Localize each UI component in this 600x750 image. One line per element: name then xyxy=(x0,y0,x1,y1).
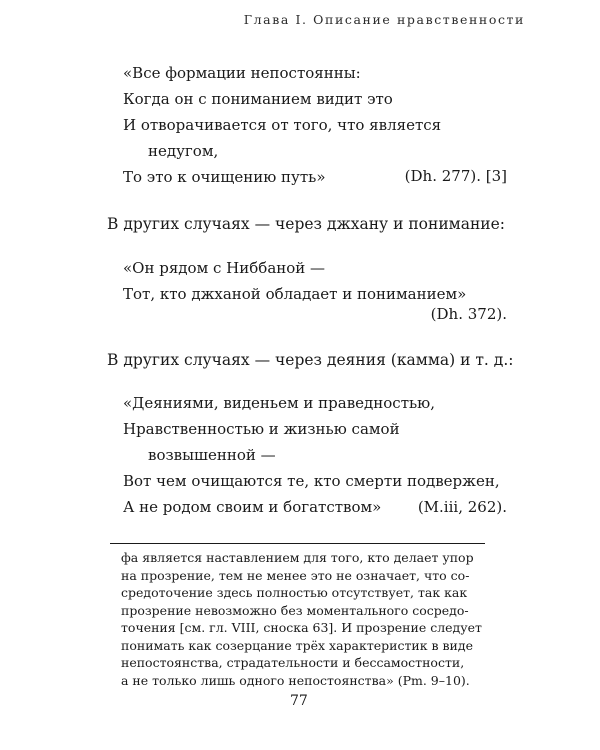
verse-3-line-2: Нравственностью и жизнью самой xyxy=(123,420,400,438)
footnote-line-1: фа является наставлением для того, кто делает упор xyxy=(121,550,474,565)
verse-1-line-1: «Все формации непостоянны: xyxy=(123,64,361,82)
verse-1-line-4: недугом, xyxy=(148,142,219,160)
footnote-line-3: средоточение здесь полностью отсутствует, так как xyxy=(121,585,468,600)
footnote-rule xyxy=(110,543,485,544)
verse-3-line-5: А не родом своим и богатством» xyxy=(123,498,382,516)
verse-1-line-2: Когда он с пониманием видит это xyxy=(123,90,393,108)
citation-1: (Dh. 277). [3] xyxy=(404,167,507,185)
footnote-line-7: непостоянства, страдательности и бессамостности, xyxy=(121,655,465,670)
page-number: 77 xyxy=(290,693,308,709)
footnote-line-8: а не только лишь одного непостоянства» (Pm. 9–10). xyxy=(121,672,470,688)
intro-paragraph-3: В других случаях — через деяния (камма) и т. д.: xyxy=(107,351,514,369)
citation-3: (M.iii, 262). xyxy=(417,498,507,516)
verse-2 xyxy=(123,255,466,307)
footnote-line-5: точения [см. гл. VIII, сноска 63]. И прозрение следует xyxy=(121,620,482,635)
footnote-line-4: прозрение невозможно без моментального сосредо- xyxy=(121,602,469,618)
verse-2-line-1: «Он рядом с Ниббаной — xyxy=(123,259,326,277)
verse-1-line-3: И отворачивается от того, что является xyxy=(123,116,442,134)
footnote-line-2: на прозрение, тем не менее это не означает, что со- xyxy=(121,567,470,583)
footnote xyxy=(121,549,482,689)
citation-2: (Dh. 372). xyxy=(430,305,507,323)
verse-1-line-5: То это к очищению путь» xyxy=(123,168,326,186)
running-header: Глава I. Описание нравственности xyxy=(243,12,525,27)
verse-1 xyxy=(123,60,441,190)
verse-2-line-2: Тот, кто джханой обладает и пониманием» xyxy=(123,285,467,303)
intro-paragraph-2: В других случаях — через джхану и понимание: xyxy=(107,215,506,233)
verse-3-line-1: «Деяниями, виденьем и праведностью, xyxy=(123,394,435,412)
verse-3-line-4: Вот чем очищаются те, кто смерти подвержен, xyxy=(123,472,500,490)
footnote-line-6: понимать как созерцание трёх характеристик в виде xyxy=(121,637,473,653)
verse-3-line-3: возвышенной — xyxy=(148,446,276,464)
